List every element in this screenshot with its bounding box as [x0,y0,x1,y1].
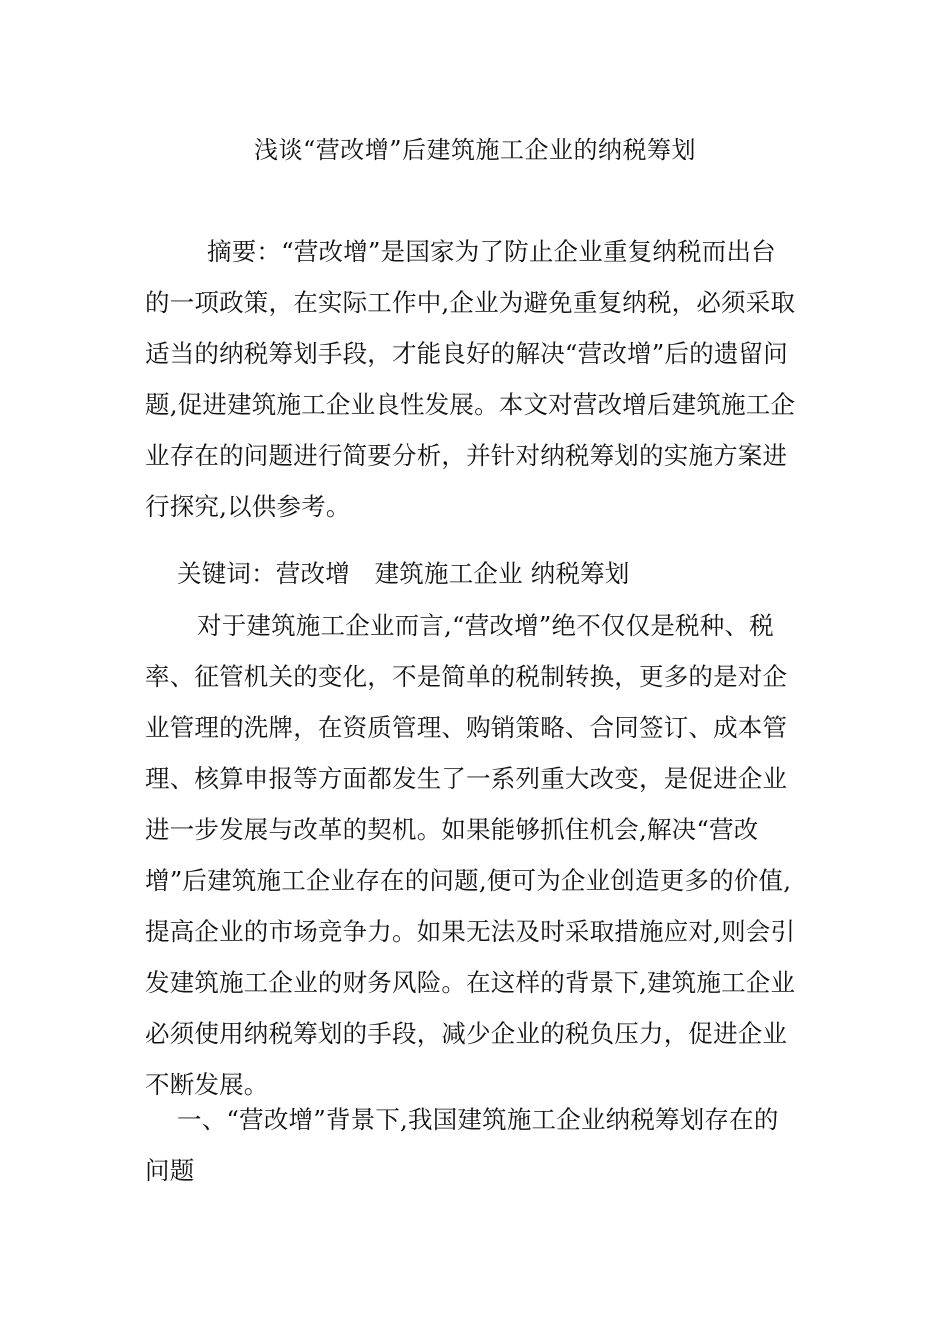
abstract-paragraph: 摘要：“营改增”是国家为了防止企业重复纳税而出台的一项政策，在实际工作中,企业为避免重复纳税，必须采取适当的纳税筹划手段，才能良好的解决“营改增”后的遗留问题,促进建筑施工企业良性发展。本文对营改增后建筑施工企业存在的问题进行简要分析，并针对纳税筹划的实施方案进行探究,以供参考。 [145,237,796,521]
keywords-line: 关键词：营改增 建筑施工企业 纳税筹划 [177,559,630,588]
document-title: 浅谈“营改增”后建筑施工企业的纳税筹划 [253,136,697,164]
intro-paragraph: 对于建筑施工企业而言,“营改增”绝不仅仅是税种、税率、征管机关的变化，不是简单的税制转换，更多的是对企业管理的洗牌，在资质管理、购销策略、合同签订、成本管理、核算申报等方面都发生了一系列重大改变，是促进企业进一步发展与改革的契机。如果能够抓住机会,解决“营改增”后建筑施工企业存在的问题,便可为企业创造更多的价值,提高企业的市场竞争力。如果无法及时采取措施应对,则会引发建筑施工企业的财务风险。在这样的背景下,建筑施工企业必须使用纳税筹划的手段，减少企业的税负压力，促进企业不断发展。 [145,611,796,1099]
section-heading: 一、“营改增”背景下,我国建筑施工企业纳税筹划存在的问题 [145,1105,779,1185]
